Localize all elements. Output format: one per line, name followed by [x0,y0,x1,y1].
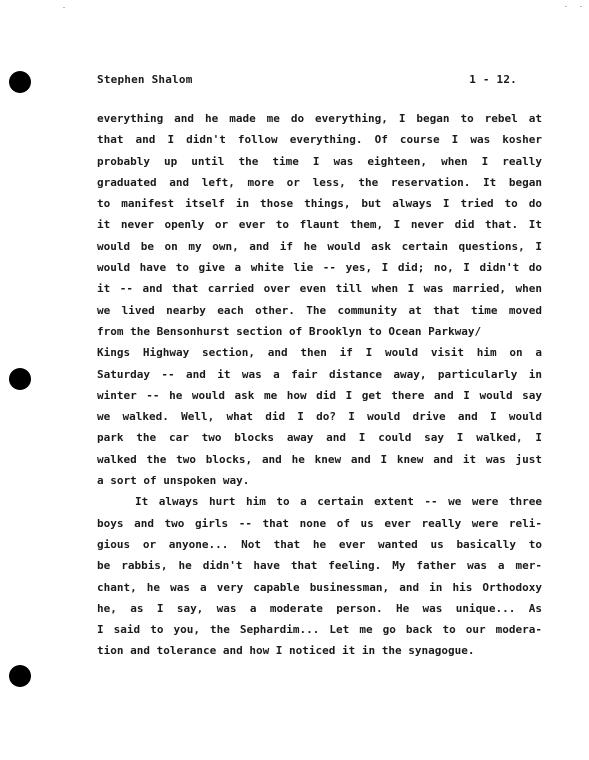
scan-speck [580,6,582,7]
text-line: it never openly or ever to flaunt them, I never did that. It [97,218,542,232]
scan-speck [63,7,65,8]
text-line: probably up until the time I was eighteen, when I really [97,154,542,168]
text-line: we walked. Well, what did I do? I would drive and I would [97,410,542,424]
text-line: that and I didn't follow everything. Of course I was kosher [97,133,542,147]
header-page-number: 1 - 12. [469,73,517,86]
text-line: I said to you, the Sephardim... Let me go back to our modera- [97,623,542,637]
header-name: Stephen Shalom [97,73,193,86]
punch-hole-middle [9,368,31,390]
text-line: to manifest itself in those things, but always I tried to do [97,197,542,211]
text-line: winter -- he would ask me how did I get there and I would say [97,388,542,402]
text-line: everything and he made me do everything, I began to rebel at [97,112,542,125]
punch-hole-top [9,71,31,93]
text-line: be rabbis, he didn't have that feeling. My father was a mer- [97,559,542,573]
text-line: it -- and that carried over even till when I was married, when [97,282,542,296]
text-line: Kings Highway section, and then if I would visit him on a [97,346,542,360]
text-line: tion and tolerance and how I noticed it in the synagogue. [97,644,475,658]
text-line: would be on my own, and if he would ask certain questions, I [97,239,542,253]
text-line: from the Bensonhurst section of Brooklyn to Ocean Parkway/ [97,324,482,338]
punch-hole-bottom [9,665,31,687]
page-header [97,73,529,89]
text-line: gious or anyone... Not that he ever wanted us basically to [97,537,542,551]
text-line: park the car two blocks away and I could say I walked, I [97,431,542,445]
paragraph-1 [97,108,542,491]
text-line: would have to give a white lie -- yes, I did; no, I didn't do [97,261,542,275]
text-line: a sort of unspoken way. [97,474,250,488]
transcript-body [97,108,542,662]
text-line: chant, he was a very capable businessman, and in his Orthodoxy [97,580,542,594]
text-line: boys and two girls -- that none of us ever really were reli- [97,516,542,530]
text-line: Saturday -- and it was a fair distance away, particularly in [97,367,542,381]
text-line: walked the two blocks, and he knew and I knew and it was just [97,452,542,466]
text-line: It always hurt him to a certain extent -- we were three [135,495,542,509]
text-line: he, as I say, was a moderate person. He was unique... As [97,601,542,615]
text-line: we lived nearby each other. The community at that time moved [97,303,542,317]
scan-speck [565,6,567,7]
paragraph-2 [97,491,542,661]
text-line: graduated and left, more or less, the reservation. It began [97,175,542,189]
